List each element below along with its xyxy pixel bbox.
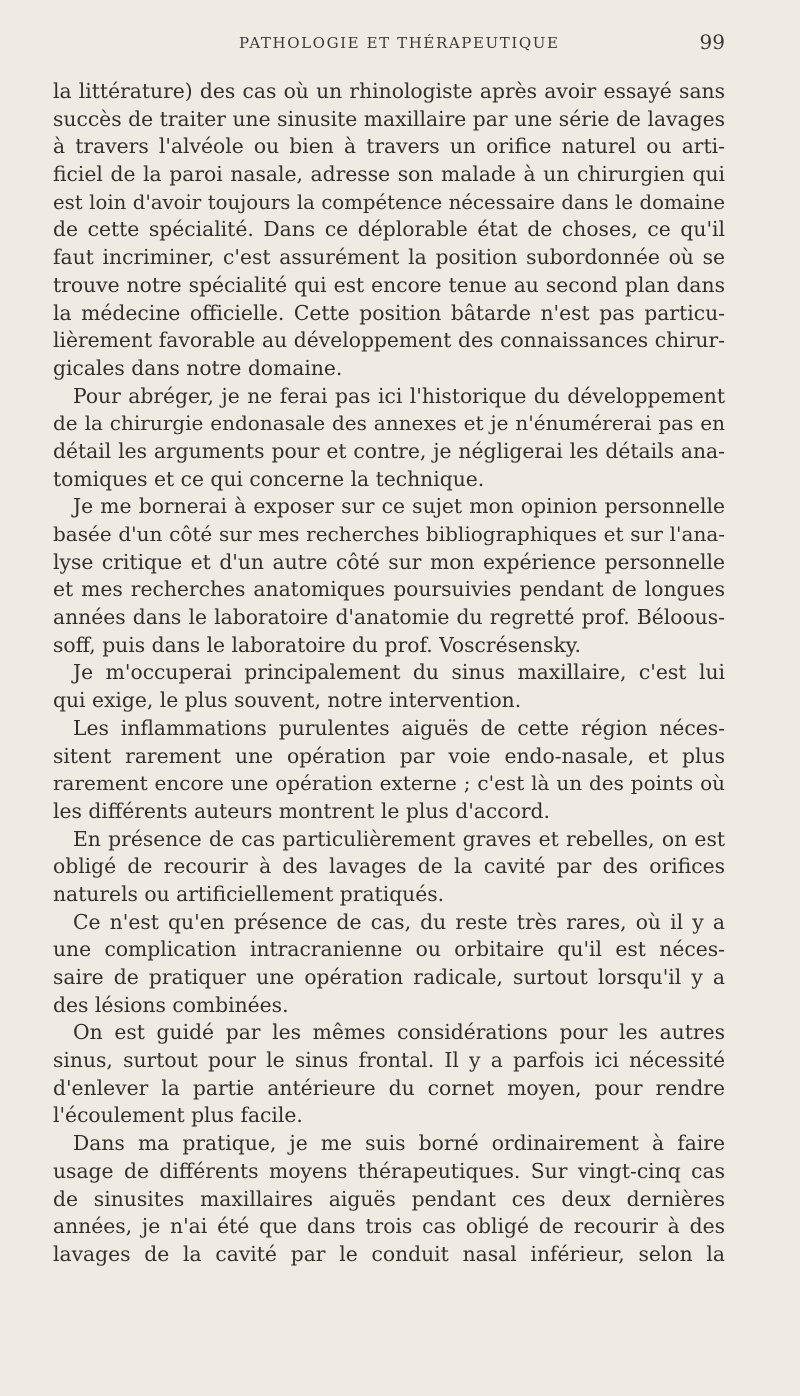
text-line: soff, puis dans le laboratoire du prof. Voscrésensky. — [53, 632, 581, 657]
text-line: détail les arguments pour et contre, je négligerai les détails ana- — [53, 438, 725, 463]
text-line: faut incriminer, c'est assurément la position subordonnée où se — [53, 245, 725, 270]
text-line: qui exige, le plus souvent, notre intervention. — [53, 688, 522, 713]
text-line: années dans le laboratoire d'anatomie du regretté prof. Béloous- — [53, 605, 725, 630]
text-line: lièrement favorable au développement des connaissances chirur- — [53, 328, 725, 353]
text-line: obligé de recourir à des lavages de la cavité par des orifices — [53, 854, 725, 879]
text-line: gicales dans notre domaine. — [53, 355, 343, 380]
text-line: d'enlever la partie antérieure du cornet moyen, pour rendre — [53, 1075, 725, 1100]
text-line: de cette spécialité. Dans ce déplorable état de choses, ce qu'il — [53, 217, 725, 242]
text-line: la médecine officielle. Cette position bâtarde n'est pas particu- — [53, 300, 725, 325]
text-line: à travers l'alvéole ou bien à travers un orifice naturel ou arti- — [53, 134, 725, 159]
text-line: Je m'occuperai principalement du sinus maxillaire, c'est lui — [73, 660, 725, 685]
text-line: l'écoulement plus facile. — [53, 1103, 303, 1128]
text-line: Les inflammations purulentes aiguës de cette région néces- — [73, 715, 725, 740]
text-line: saire de pratiquer une opération radicale, surtout lorsqu'il y a — [53, 965, 725, 989]
text-line: naturels ou artificiellement pratiqués. — [53, 881, 445, 906]
text-line: lavages de la cavité par le conduit nasal inférieur, selon la — [53, 1241, 725, 1266]
text-line: une complication intracranienne ou orbitaire qu'il est néces- — [53, 937, 725, 962]
text-line: Dans ma pratique, je me suis borné ordinairement à faire — [73, 1131, 725, 1156]
text-line: tomiques et ce qui concerne la technique. — [53, 466, 485, 491]
page-number: 99 — [699, 30, 725, 54]
text-line: et mes recherches anatomiques poursuivies pendant de longues — [53, 577, 725, 602]
text-line: trouve notre spécialité qui est encore tenue au second plan dans — [53, 272, 725, 297]
text-line: ficiel de la paroi nasale, adresse son malade à un chirurgien qui — [53, 162, 725, 187]
text-line: est loin d'avoir toujours la compétence nécessaire dans le domaine — [53, 190, 725, 214]
text-line: les différents auteurs montrent le plus d'accord. — [53, 798, 550, 823]
text-line: Pour abréger, je ne ferai pas ici l'historique du développement — [73, 383, 725, 408]
text-line: lyse critique et d'un autre côté sur mon expérience personnelle — [53, 549, 725, 574]
text-line: des lésions combinées. — [53, 992, 289, 1017]
text-line: rarement encore une opération externe ; c'est là un des points où — [53, 771, 725, 796]
text-line: usage de différents moyens thérapeutiques. Sur vingt-cinq cas — [53, 1158, 725, 1183]
text-line: la littérature) des cas où un rhinologiste après avoir essayé sans — [53, 79, 725, 103]
text-line: sitent rarement une opération par voie endo-nasale, et plus — [53, 743, 725, 768]
text-line: En présence de cas particulièrement graves et rebelles, on est — [73, 826, 725, 851]
running-title: PATHOLOGIE ET THÉRAPEUTIQUE — [239, 34, 560, 52]
text-line: succès de traiter une sinusite maxillaire par une série de lavages — [53, 106, 725, 131]
text-line: années, je n'ai été que dans trois cas obligé de recourir à des — [53, 1214, 725, 1239]
text-line: sinus, surtout pour le sinus frontal. Il y a parfois ici nécessité — [53, 1048, 725, 1073]
text-line: basée d'un côté sur mes recherches bibliographiques et sur l'ana- — [53, 522, 725, 546]
page-header — [53, 30, 725, 54]
text-line: On est guidé par les mêmes considérations pour les autres — [73, 1020, 725, 1045]
body-text — [53, 78, 725, 1269]
text-line: de la chirurgie endonasale des annexes et je n'énumérerai pas en — [53, 411, 725, 436]
text-line: Je me bornerai à exposer sur ce sujet mon opinion personnelle — [73, 494, 725, 519]
text-line: de sinusites maxillaires aiguës pendant ces deux dernières — [53, 1186, 725, 1211]
text-line: Ce n'est qu'en présence de cas, du reste très rares, où il y a — [73, 909, 725, 934]
